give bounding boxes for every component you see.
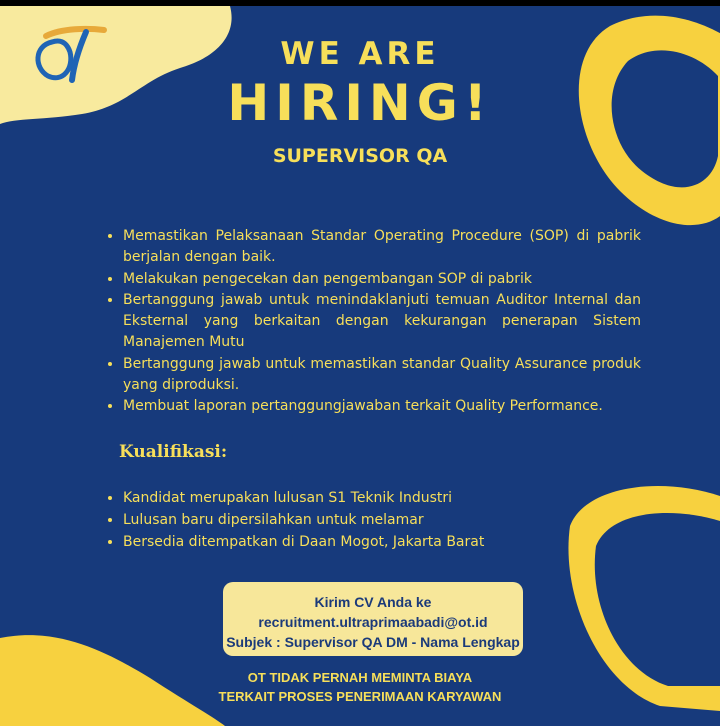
list-item: • Bersedia ditempatkan di Daan Mogot, Jakarta Barat (123, 531, 641, 553)
duties-list (105, 226, 641, 418)
position-title: SUPERVISOR QA (272, 145, 448, 167)
application-email[interactable]: recruitment.ultraprimaabadi@ot.id (258, 614, 488, 630)
application-subject: Subjek : Supervisor QA DM - Nama Lengkap (226, 634, 520, 650)
fee-notice (0, 668, 720, 706)
hiring-poster (0, 6, 720, 726)
application-instruction: Kirim CV Anda ke (314, 594, 432, 610)
application-box (223, 582, 523, 656)
list-item: • Kandidat merupakan lulusan S1 Teknik Industri (123, 487, 641, 509)
list-item: • Bertanggung jawab untuk memastikan standar Quality Assurance produk yang diproduksi. (123, 354, 641, 397)
notice-line-2: TERKAIT PROSES PENERIMAAN KARYAWAN (218, 689, 502, 704)
list-item: • Memastikan Pelaksanaan Standar Operating Procedure (SOP) di pabrik berjalan dengan baik. (123, 226, 641, 269)
list-item: • Melakukan pengecekan dan pengembangan SOP di pabrik (123, 269, 641, 290)
list-item: • Bertanggung jawab untuk menindaklanjuti temuan Auditor Internal dan Eksternal yang berkaitan dengan kekurangan penerapan Sistem Manajemen Mutu (123, 290, 641, 354)
list-item: • Lulusan baru dipersilahkan untuk melamar (123, 509, 641, 531)
qualifications-title: Kualifikasi: (119, 442, 228, 462)
list-item: • Membuat laporan pertanggungjawaban terkait Quality Performance. (123, 396, 641, 417)
qualifications-list (105, 487, 641, 553)
we-are-heading: WE ARE (280, 36, 440, 72)
hiring-heading: HIRING! (227, 74, 493, 132)
notice-line-1: OT TIDAK PERNAH MEMINTA BIAYA (247, 670, 473, 685)
